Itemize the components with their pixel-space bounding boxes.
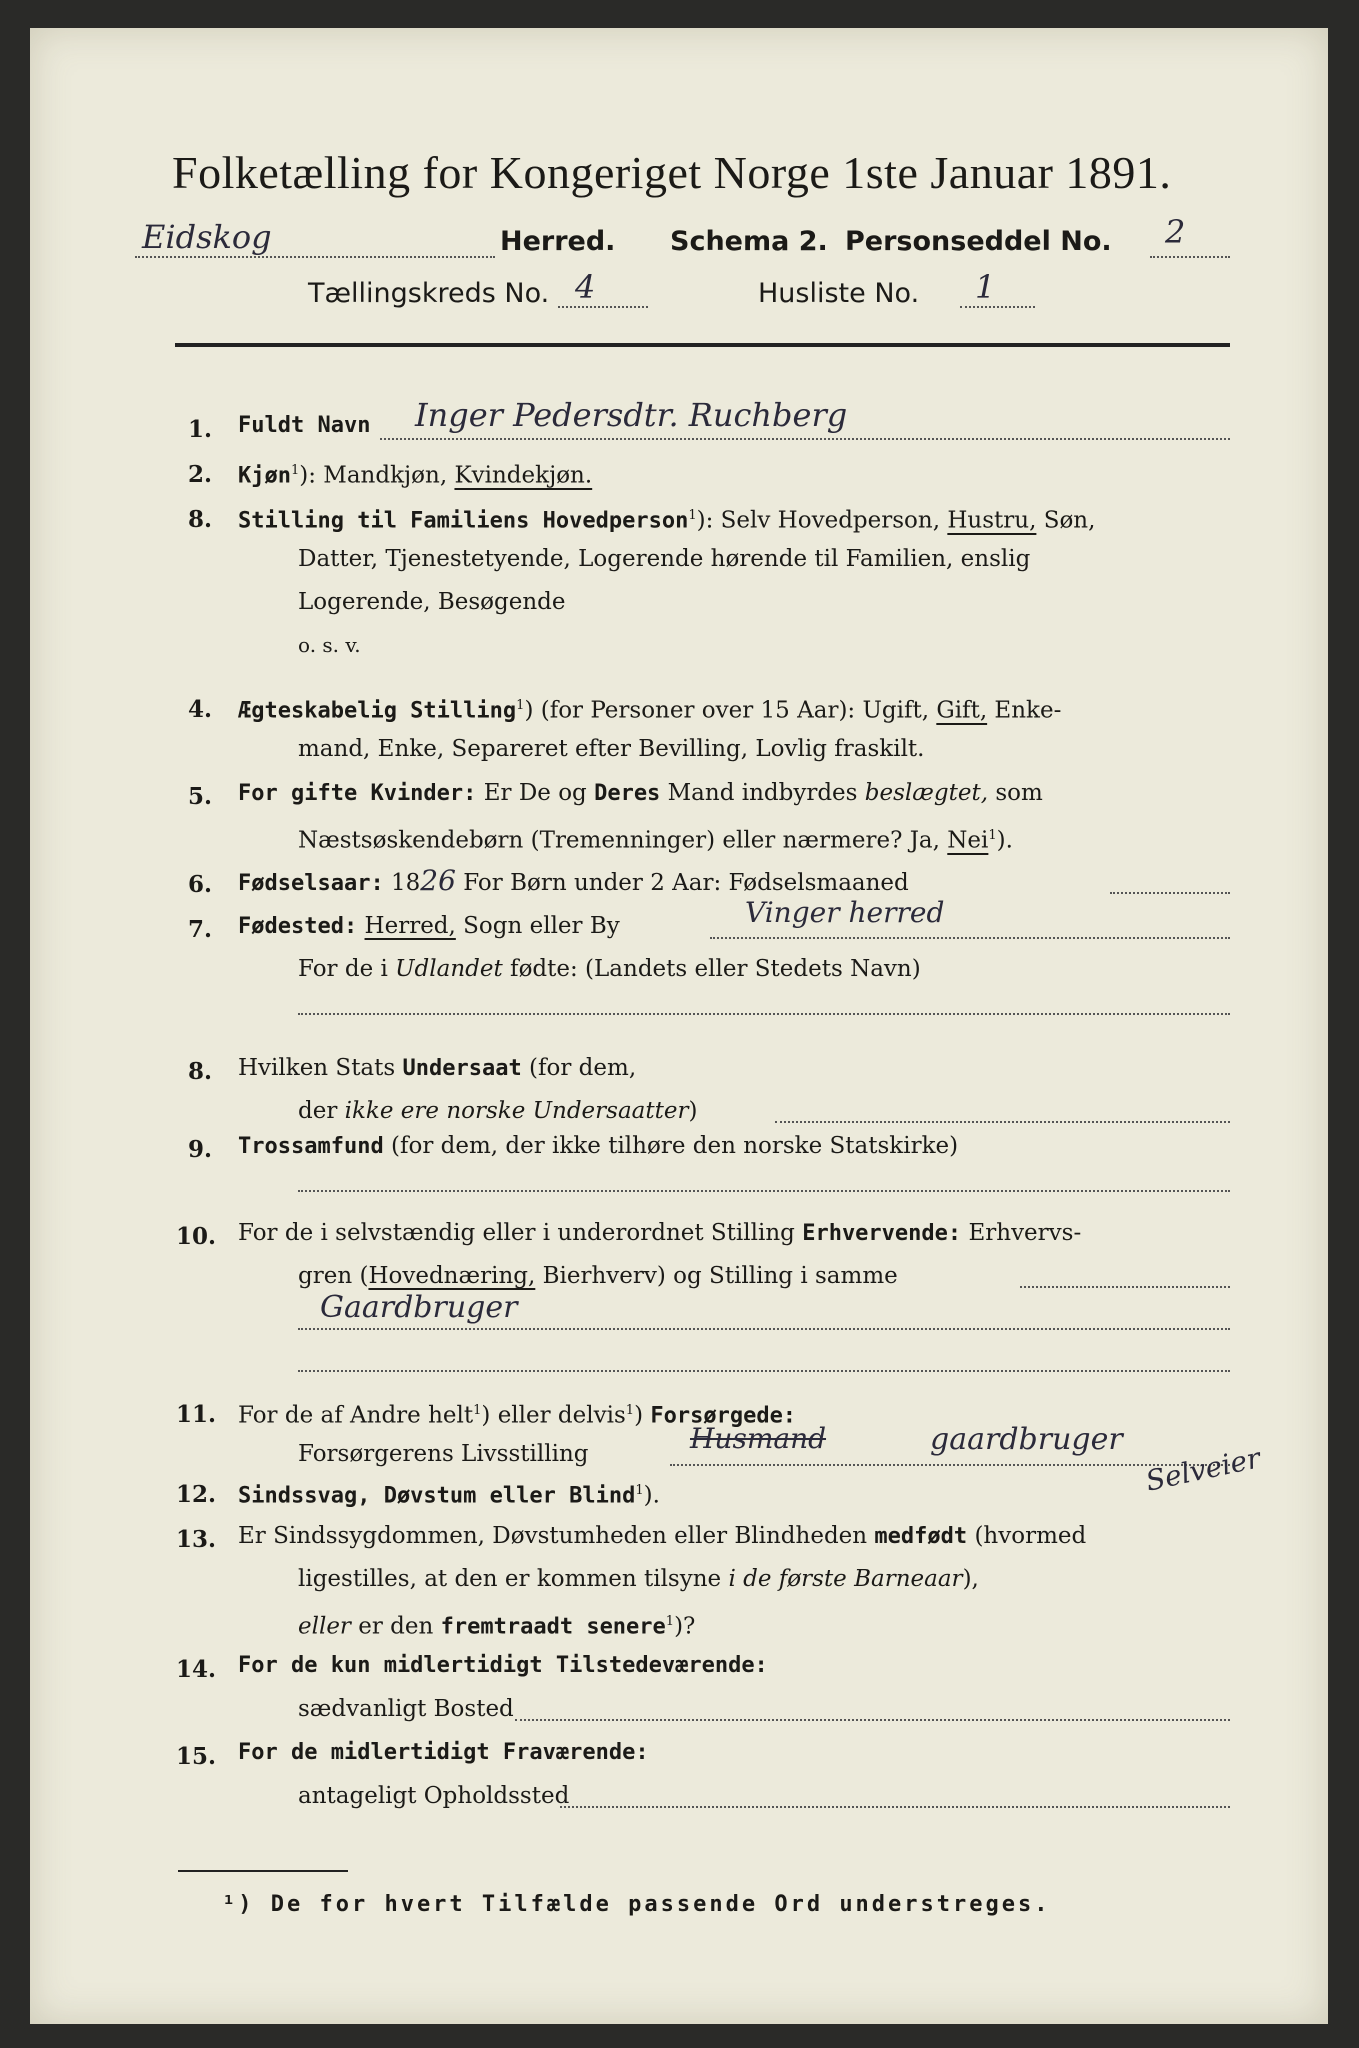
item-4-line-2: mand, Enke, Separeret efter Bevilling, Lovlig fraskilt. [298,736,925,762]
item-11-text-c: ) [634,1402,651,1429]
header-rule [175,343,1230,347]
item-11-struck-value: Husmand [690,1422,827,1455]
item-6-dotted-line [1110,892,1230,894]
item-3-text-b: Søn, [1036,507,1096,534]
husliste-label: Husliste No. [758,278,920,309]
item-13-line-3-bold: fremtraadt senere [440,1614,666,1640]
item-4-line-1 [238,686,1061,732]
herred-value: Eidskog [142,218,272,256]
item-14-label: For de kun midlertidigt Tilstedeværende: [238,1653,768,1678]
item-7-line-1 [238,906,620,947]
item-2-number: 2. [188,461,213,488]
item-7-number: 7. [188,916,213,943]
item-13-line-1 [238,1516,1086,1557]
item-15-line-2: antageligt Opholdssted [298,1783,570,1809]
footnote: ¹) De for hvert Tilfælde passende Ord understreges. [222,1892,1051,1917]
item-11-value: gaardbruger [930,1422,1123,1457]
item-5-label: For gifte Kvinder: [238,781,477,806]
item-10-number: 10. [176,1223,217,1250]
item-4-footnote-mark: 1 [516,698,525,713]
item-1-label: Fuldt Navn [238,413,371,438]
item-3-text-a: ): Selv Hovedperson, [696,507,948,534]
item-15-number: 15. [176,1743,217,1770]
item-12-number: 12. [176,1481,217,1508]
item-8-line-2 [298,1091,697,1131]
item-3-footnote-mark: 1 [688,508,697,523]
item-3-selected: Hustru, [947,507,1037,534]
item-12-line [238,1471,660,1517]
item-13-number: 13. [176,1526,217,1553]
item-2-selected: Kvindekjøn. [454,462,593,489]
item-13-footnote-mark: 1 [665,1614,675,1629]
item-4-label: Ægteskabelig Stilling [238,698,517,724]
item-3-line-1 [238,496,1095,542]
item-9-label: Trossamfund [238,1134,384,1159]
personseddel-dotted-line [1150,256,1230,258]
husliste-dotted-line [960,306,1035,308]
item-7-dotted-line [710,937,1230,939]
item-6-prefix: 18 [383,870,421,896]
item-6-text: For Børn under 2 Aar: Fødselsmaaned [455,870,909,896]
item-10-line-2-b: Bierhverv) og Stilling i samme [535,1263,898,1289]
item-12-label: Sindssvag, Døvstum eller Blind [238,1483,636,1509]
kreds-label: Tællingskreds No. [308,278,550,309]
item-2-label: Kjøn [238,463,291,489]
kreds-value: 4 [575,268,596,306]
item-8-line-2-b: ) [688,1098,698,1124]
item-13-line-2-b: ), [962,1566,979,1592]
item-11-footnote-mark-1: 1 [473,1403,482,1418]
item-4-selected: Gift, [936,697,988,724]
item-9-line [238,1126,958,1167]
item-7-text: Sogn eller By [455,913,620,939]
item-3-line-3: Logerende, Besøgende [298,589,566,615]
herred-dotted-line [135,256,495,258]
item-9-text: (for dem, der ikke tilhøre den norske Statskirke) [383,1133,959,1159]
item-10-value: Gaardbruger [320,1290,518,1325]
item-5-text-b: Mand indbyrdes [660,780,865,806]
item-7-selected: Herred, [364,913,456,939]
item-1-dotted-line [380,438,1230,440]
item-5-italic-word: beslægtet, [864,780,989,806]
item-3-line-4: o. s. v. [298,633,361,657]
item-6-value: 26 [420,864,456,897]
item-14-line-2: sædvanligt Bosted [298,1696,514,1722]
item-4-number: 4. [188,696,213,723]
item-8-bold-word: Undersaat [402,1056,522,1081]
item-7-value: Vinger herred [745,896,945,929]
husliste-value: 1 [975,268,996,306]
item-11-number: 11. [176,1401,217,1428]
kreds-dotted-line [558,306,648,308]
margin-note: Selveier [1142,1441,1264,1498]
item-5-text-c: som [988,780,1043,806]
item-13-line-2 [298,1559,979,1599]
item-8-dotted-line [775,1121,1230,1123]
item-15-label: For de midlertidigt Fraværende: [238,1740,649,1765]
item-7-label: Fødested: [238,914,358,939]
item-4-text-a: ) (for Personer over 15 Aar): Ugift, [524,697,937,724]
item-7-line-2-b: fødte: (Landets eller Stedets Navn) [502,956,921,982]
item-6-number: 6. [188,871,213,898]
item-14-number: 14. [176,1656,217,1683]
item-5-number: 5. [188,783,213,810]
item-8-text-b: (for dem, [521,1055,637,1081]
herred-label: Herred. [500,226,616,257]
item-11-bold-word: Forsørgede: [650,1403,797,1429]
item-6-label: Fødselsaar: [238,871,384,896]
item-4-text-b: Enke- [987,697,1062,724]
item-10-line-1 [238,1213,1081,1254]
item-7-line-2 [298,949,921,989]
item-10-text-b: Erhvervs- [961,1220,1082,1246]
item-9-blank-line [298,1190,1230,1192]
item-5-text-a: Er De og [476,780,595,806]
item-5-selected: Nei [947,827,989,854]
item-13-line-2-italic: i de første Barneaar [728,1566,963,1592]
item-13-line-3-a: er den [350,1613,441,1640]
item-3-label: Stilling til Familiens Hovedperson [238,508,689,534]
item-8-number: 8. [188,1058,213,1085]
item-9-number: 9. [188,1136,213,1163]
item-13-text: Er Sindssygdommen, Døvstumheden eller Blindheden [238,1523,875,1549]
item-11-text: For de af Andre helt [238,1402,474,1429]
item-13-text-b: (hvormed [967,1523,1087,1549]
item-7-line-2-italic: Udlandet [395,956,503,982]
item-10-dotted-line-2 [298,1328,1230,1330]
item-2-text [238,451,592,497]
item-13-line-3 [298,1602,695,1648]
personseddel-value: 2 [1165,213,1186,251]
schema-label: Schema 2. [670,226,828,257]
item-8-line-2-a: der [298,1098,345,1124]
item-11-line-2: Forsørgerens Livsstilling [298,1441,589,1467]
item-7-blank-line [298,1013,1230,1015]
item-11-footnote-mark-2: 1 [625,1403,635,1418]
item-13-line-3-b: )? [674,1613,696,1640]
item-15-dotted-line [560,1806,1230,1808]
form-title: Folketælling for Kongeriget Norge 1ste Januar 1891. [172,147,1172,198]
item-7-line-2-a: For de i [298,956,396,982]
item-8-line-2-italic: ikke ere norske Undersaatter [344,1098,689,1124]
item-3-number: 8. [188,506,213,533]
item-5-line-2-text: Næstsøskendebørn (Tremenninger) eller nærmere? Ja, [298,827,948,854]
personseddel-label: Personseddel No. [845,226,1112,257]
item-10-selected: Hovednæring, [368,1263,536,1289]
item-13-line-2-a: ligestilles, at den er kommen tilsyne [298,1566,729,1592]
item-5-line-1 [238,773,1043,814]
item-13-line-3-italic: eller [298,1613,351,1640]
item-5-line-2-end: ). [996,827,1013,854]
item-1-value: Inger Pedersdtr. Ruchberg [415,396,848,434]
item-12-footnote-mark: 1 [635,1483,644,1498]
item-13-bold-word: medfødt [874,1524,968,1549]
census-form-page [30,28,1328,2024]
item-5-line-2 [298,816,1013,861]
item-10-bold-word: Erhvervende: [802,1221,962,1246]
item-14-dotted-line [515,1719,1230,1721]
item-11-text-b: ) eller delvis [481,1402,626,1429]
item-10-text: For de i selvstændig eller i underordnet Stilling [238,1220,803,1246]
item-12-text: ). [643,1482,660,1509]
footnote-rule [178,1870,348,1872]
item-8-text: Hvilken Stats [238,1055,403,1081]
item-10-dotted-line-3 [298,1370,1230,1372]
item-10-dotted-line-1 [1020,1286,1230,1288]
item-5-footnote-mark: 1 [988,828,997,843]
item-10-line-2-a: gren ( [298,1263,369,1289]
item-5-bold-word: Deres [594,781,661,806]
item-1-number: 1. [188,416,213,443]
item-2-options: ): Mandkjøn, [299,462,455,489]
item-8-line-1 [238,1048,636,1089]
item-3-line-2: Datter, Tjenestetyende, Logerende hørende til Familien, enslig [298,546,1031,572]
item-2-footnote-mark: 1 [290,463,300,478]
